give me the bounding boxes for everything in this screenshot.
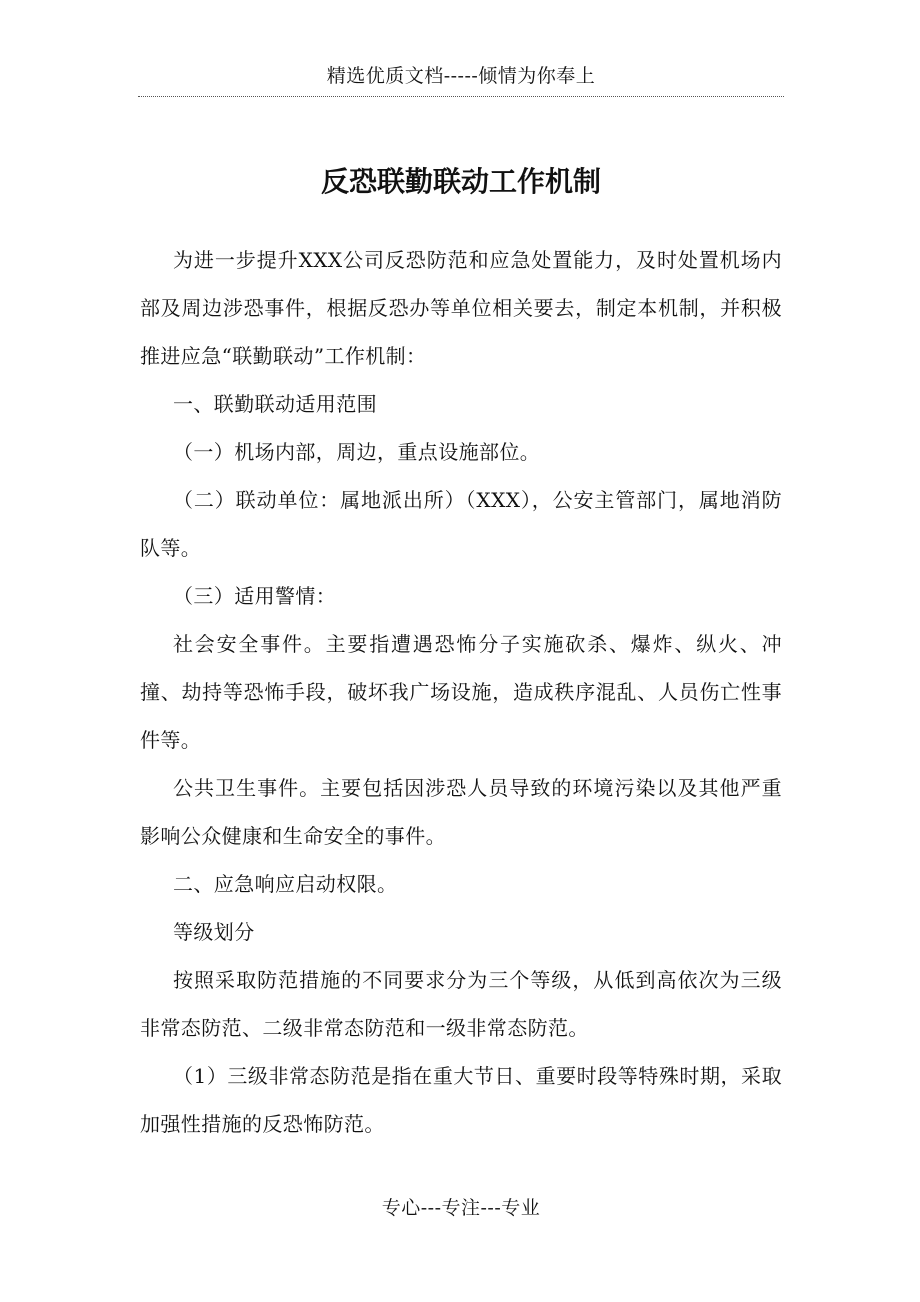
section-heading-1: 一、联勤联动适用范围 <box>173 392 377 416</box>
paragraph-intro: 为进一步提升XXX公司反恐防范和应急处置能力，及时处置机场内部及周边涉恐事件，根据反恐办等单位相关要去，制定本机制，并积极推进应急“联勤联动”工作机制： <box>140 248 782 368</box>
paragraph-social-security: 社会安全事件。主要指遭遇恐怖分子实施砍杀、爆炸、纵火、冲撞、劫持等恐怖手段，破坏我广场设施，造成秩序混乱、人员伤亡性事件等。 <box>140 632 782 752</box>
page-footer: 专心---专注---专业 <box>381 1197 541 1219</box>
paragraph-scope-2: （二）联动单位：属地派出所）（XXX），公安主管部门，属地消防队等。 <box>140 488 782 560</box>
paragraph-public-health: 公共卫生事件。主要包括因涉恐人员导致的环境污染以及其他严重影响公众健康和生命安全的事件。 <box>140 776 782 848</box>
paragraph-level-3: （1）三级非常态防范是指在重大节日、重要时段等特殊时期，采取加强性措施的反恐怖防范。 <box>140 1064 782 1136</box>
page-header: 精选优质文档-----倾情为你奉上 <box>326 65 596 87</box>
subheading-levels: 等级划分 <box>173 920 255 944</box>
header-divider <box>138 96 784 97</box>
paragraph-levels: 按照采取防范措施的不同要求分为三个等级，从低到高依次为三级非常态防范、二级非常态防范和一级非常态防范。 <box>140 968 782 1040</box>
paragraph-scope-1: （一）机场内部，周边，重点设施部位。 <box>173 440 541 464</box>
section-heading-2: 二、应急响应启动权限。 <box>173 872 398 896</box>
document-title: 反恐联勤联动工作机制 <box>320 165 601 198</box>
document-body <box>140 236 782 1148</box>
paragraph-scope-3: （三）适用警情： <box>173 584 337 608</box>
